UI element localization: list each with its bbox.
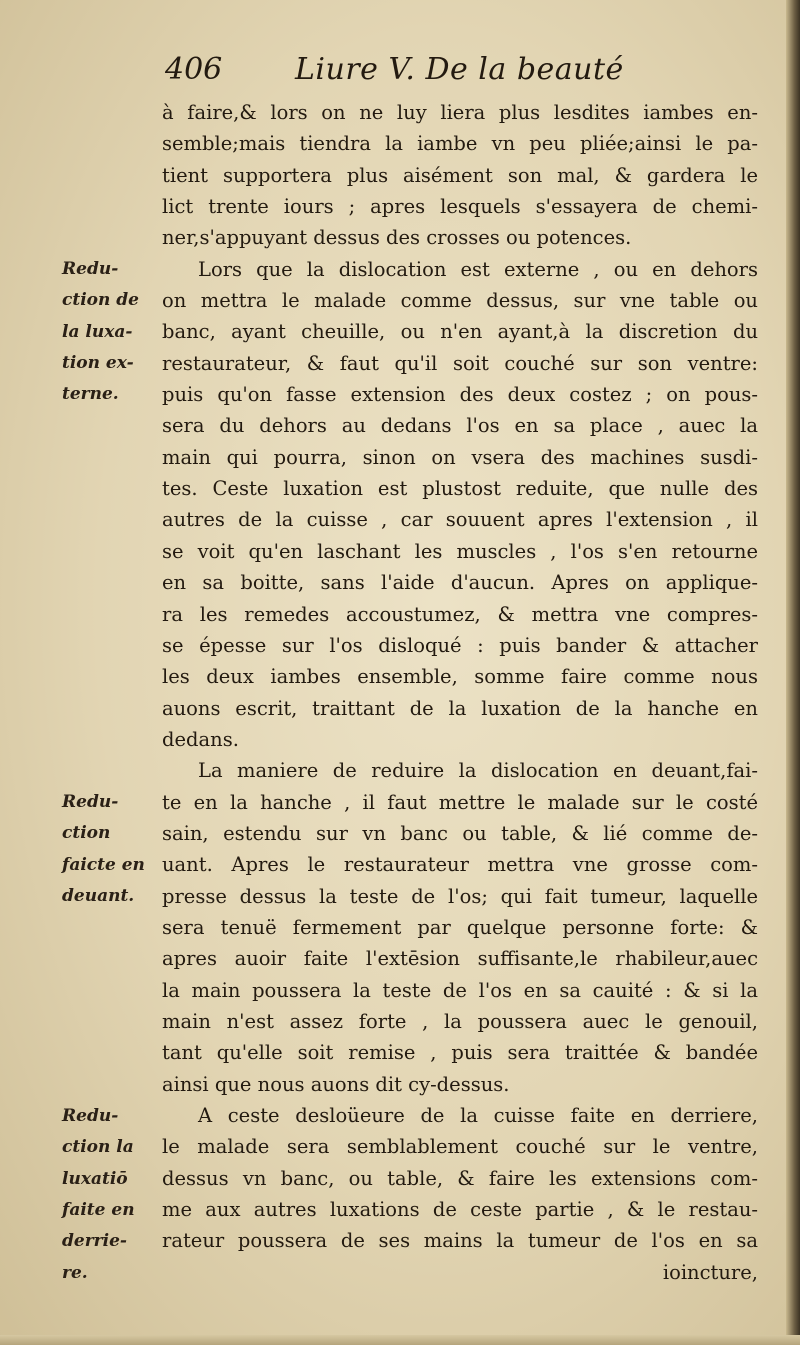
text-line: la main poussera la teste de l'os en sa cauité : & si la	[162, 978, 758, 1002]
margin-note-line: ction de	[62, 290, 139, 311]
text-line: ra les remedes accoustumez, & mettra vne compres-	[162, 602, 758, 626]
page-header	[165, 52, 725, 96]
text-line: A ceste desloüeure de la cuisse faite en derriere,	[198, 1104, 758, 1127]
margin-note-line: tion ex-	[62, 353, 134, 374]
margin-note-reduction-external	[62, 254, 162, 411]
margin-note-line: faite en	[62, 1200, 135, 1221]
text-line: restaurateur, & faut qu'il soit couché sur son ventre:	[162, 351, 758, 375]
text-line: lict trente iours ; apres lesquels s'essayera de chemi-	[162, 195, 758, 219]
margin-note-reduction-behind	[62, 1101, 162, 1289]
text-line: puis qu'on fasse extension des deux costez ; on pous-	[162, 383, 758, 407]
text-line: tient supportera plus aisément son mal, & gardera le	[162, 163, 758, 187]
text-line: te en la hanche , il faut mettre le malade sur le costé	[162, 790, 758, 814]
text-line: ainsi que nous auons dit cy-dessus.	[162, 1072, 510, 1096]
text-line: tant qu'elle soit remise , puis sera traittée & bandée	[162, 1041, 758, 1065]
margin-note-line: la luxa-	[62, 321, 133, 342]
margin-note-line: re.	[62, 1262, 88, 1283]
text-line: auons escrit, traittant de la luxation de la hanche en	[162, 696, 758, 720]
text-line: apres auoir faite l'extēsion suffisante,le rhabileur,auec	[162, 947, 758, 971]
margin-note-line: Redu-	[62, 1106, 119, 1126]
margin-note-line: ction la	[62, 1137, 134, 1158]
text-line: tes. Ceste luxation est plustost reduite, que nulle des	[162, 477, 758, 501]
margin-note-line: Redu-	[62, 792, 119, 812]
text-line: main qui pourra, sinon on vsera des machines susdi-	[162, 445, 758, 469]
running-title: Liure V. De la beauté	[295, 52, 624, 87]
text-line: à faire,& lors on ne luy liera plus lesdites iambes en-	[162, 101, 758, 124]
page-edge-shadow	[786, 0, 800, 1345]
text-line: main n'est assez forte , la poussera auec le genouil,	[162, 1009, 758, 1033]
body-text	[162, 97, 758, 1288]
text-line: se épesse sur l'os disloqué : puis bander & attacher	[162, 633, 758, 657]
text-line: dedans.	[162, 727, 239, 751]
text-line: rateur poussera de ses mains la tumeur de l'os en sa	[162, 1229, 758, 1253]
text-line: La maniere de reduire la dislocation en deuant,fai-	[198, 759, 758, 783]
text-line: en sa boitte, sans l'aide d'aucun. Apres on applique-	[162, 571, 758, 595]
text-line: presse dessus la teste de l'os; qui fait tumeur, laquelle	[162, 884, 758, 908]
page-number: 406	[165, 52, 223, 87]
text-line: banc, ayant cheuille, ou n'en ayant,à la discretion du	[162, 320, 758, 344]
margin-note-line: deuant.	[62, 886, 135, 907]
text-line: les deux iambes ensemble, somme faire comme nous	[162, 665, 758, 689]
text-line: se voit qu'en laschant les muscles , l'os s'en retourne	[162, 539, 758, 563]
margin-note-line: terne.	[62, 384, 119, 405]
margin-note-line: luxatiō	[62, 1168, 128, 1189]
text-line: dessus vn banc, ou table, & faire les extensions com-	[162, 1166, 758, 1190]
text-line: semble;mais tiendra la iambe vn peu pliée;ainsi le pa-	[162, 132, 758, 156]
catchword: ioincture,	[662, 1260, 758, 1284]
text-line: sain, estendu sur vn banc ou table, & lié comme de-	[162, 821, 758, 845]
margin-note-line: Redu-	[62, 259, 119, 279]
page-bottom-edge	[0, 1335, 800, 1345]
text-line: sera tenuë fermement par quelque personne forte: &	[162, 915, 758, 939]
margin-note-line: ction	[62, 823, 111, 844]
text-line: Lors que la dislocation est externe , ou en dehors	[198, 257, 758, 281]
text-line: le malade sera semblablement couché sur le ventre,	[162, 1135, 758, 1159]
text-line: me aux autres luxations de ceste partie , & le restau-	[162, 1198, 758, 1222]
text-line: on mettra le malade comme dessus, sur vne table ou	[162, 289, 758, 313]
margin-note-reduction-front	[62, 787, 162, 912]
margin-note-line: faicte en	[62, 854, 145, 875]
text-line: ner,s'appuyant dessus des crosses ou potences.	[162, 226, 632, 250]
text-line: autres de la cuisse , car souuent apres l'extension , il	[162, 508, 758, 532]
text-line: sera du dehors au dedans l'os en sa place , auec la	[162, 414, 758, 438]
text-line: uant. Apres le restaurateur mettra vne grosse com-	[162, 853, 758, 877]
margin-note-line: derrie-	[62, 1231, 127, 1252]
